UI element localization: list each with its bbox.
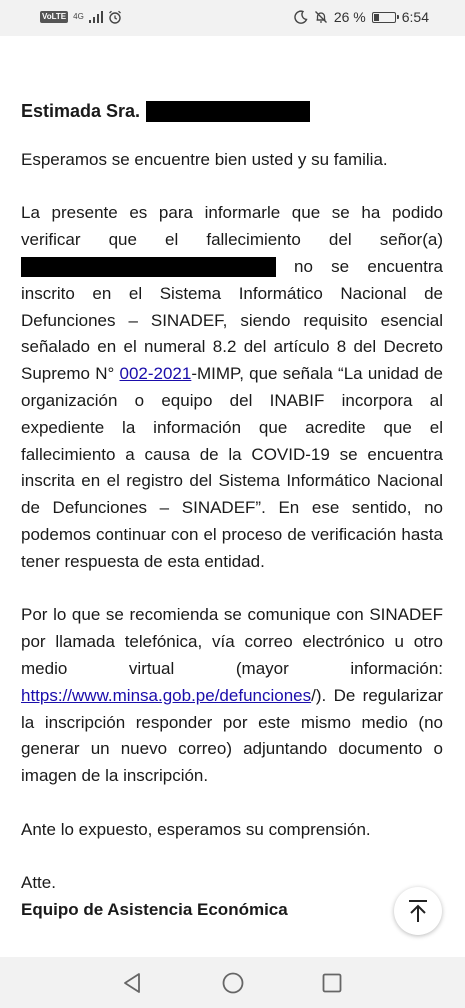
- status-bar: [0, 0, 465, 36]
- intro-paragraph: Esperamos se encuentre bien usted y su familia.: [21, 149, 388, 169]
- closing-paragraph: Ante lo expuesto, esperamos su comprensión.: [21, 819, 371, 839]
- paragraph-2: [21, 602, 443, 790]
- signal-icon: [89, 11, 103, 23]
- battery-percent: 26 %: [333, 9, 366, 25]
- redacted-deceased-name: [21, 257, 276, 277]
- recents-button[interactable]: [320, 971, 344, 995]
- paragraph-1-start: La presente es para informarle que se ha podido verificar que el fallecimiento del señor(a): [21, 203, 443, 250]
- moon-icon: [294, 10, 308, 24]
- triangle-back-icon: [122, 972, 142, 994]
- circle-home-icon: [222, 972, 244, 994]
- clock: 6:54: [401, 9, 429, 25]
- back-button[interactable]: [120, 971, 144, 995]
- redacted-recipient-name: [146, 101, 310, 122]
- status-left: [40, 10, 122, 24]
- mute-bell-icon: [314, 10, 328, 24]
- email-body: [21, 98, 443, 924]
- decree-link[interactable]: 002-2021: [119, 364, 192, 384]
- navigation-bar: [0, 957, 465, 1008]
- sign-off: Atte.: [21, 873, 56, 893]
- paragraph-1-end: -MIMP, que señala “La unidad de organización o equipo del INABIF incorpora al expediente la información que acredite que el fallecimiento a causa de la COVID-19 se encuentra inscrita en el registro del Sistema Informático Nacional de Defunciones – SINADEF”. En ese sentido, no podemos continuar con el proceso de verificación hasta tener respuesta de esta entidad.: [21, 364, 443, 571]
- paragraph-2-start: Por lo que se recomienda se comunique con SINADEF por llamada telefónica, vía correo electrónico u otro medio virtual (mayor información:: [21, 605, 443, 678]
- greeting-text: Estimada Sra.: [21, 101, 141, 121]
- network-type: 4G: [73, 12, 84, 21]
- home-button[interactable]: [221, 971, 245, 995]
- minsa-link[interactable]: https://www.minsa.gob.pe/defunciones: [21, 685, 312, 705]
- battery-icon: [372, 12, 396, 23]
- alarm-icon: [108, 10, 122, 24]
- greeting: [21, 98, 443, 125]
- status-right: [294, 9, 429, 25]
- square-recents-icon: [322, 973, 342, 993]
- battery-fill: [374, 14, 379, 21]
- paragraph-1: [21, 200, 443, 575]
- paragraph-1-middle: no se encuentra inscrito en el Sistema Informático Nacional de Defunciones – SINADEF, siendo requisito esencial señalado en el numeral 8.2 del artículo 8 del Decreto Supremo N°: [21, 256, 443, 384]
- volte-badge: VoLTE: [42, 12, 67, 21]
- arrow-up-to-line-icon: [405, 898, 431, 924]
- scroll-to-top-button[interactable]: [394, 887, 442, 935]
- paragraph-2-end: /). De regularizar la inscripción responder por este mismo medio (no generar un nuevo correo) adjuntando documento o imagen de la inscripción.: [21, 685, 443, 786]
- team-signature: Equipo de Asistencia Económica: [21, 900, 288, 920]
